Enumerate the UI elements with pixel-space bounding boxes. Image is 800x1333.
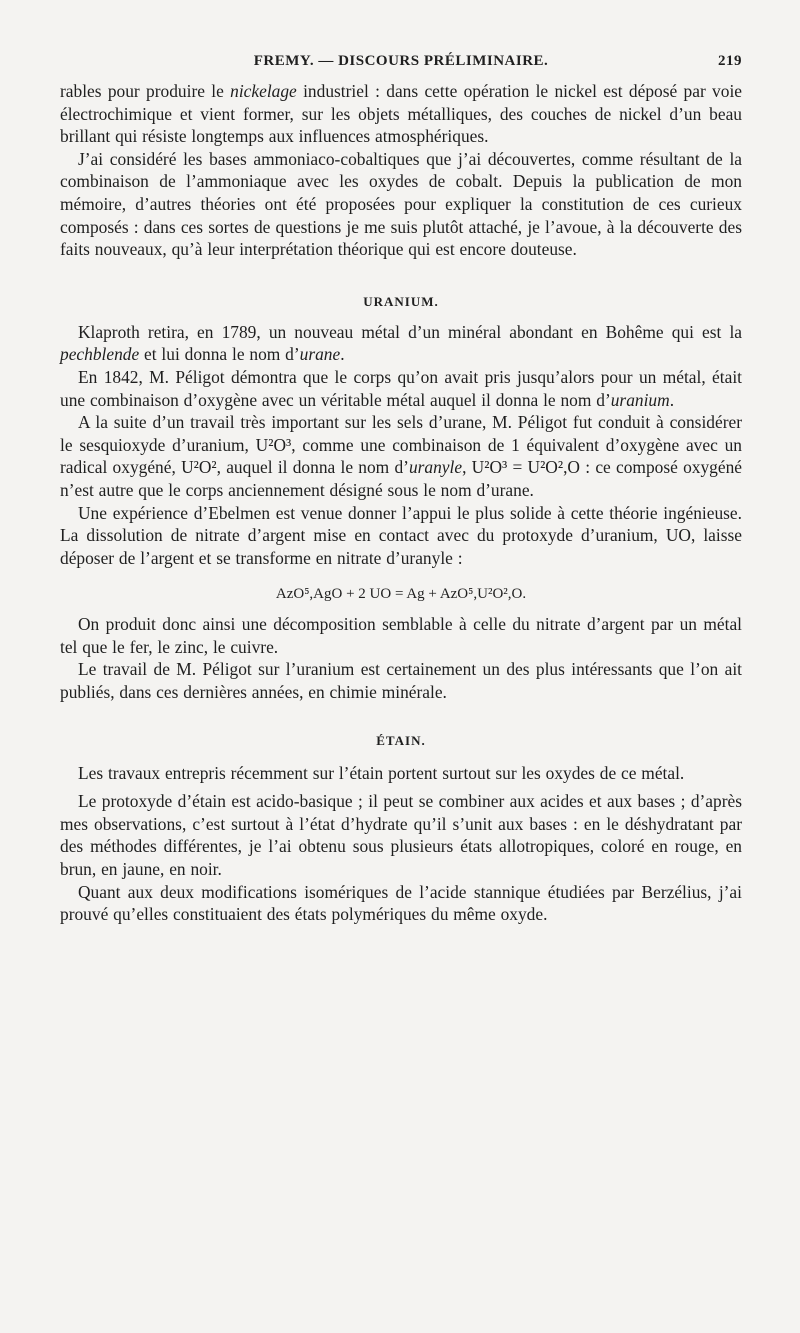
term-urane: urane [299,344,341,365]
paragraph-nickelage: rables pour produire le nickelage industriel : dans cette opération le nickel est déposé par voie électrochimique et vient former, sur les objets métalliques, des couches de nickel d’un beau brillant qui résiste longtemps aux influences atmosphériques. [60,81,742,147]
term-pechblende: pechblende [60,344,140,365]
body-text [60,80,742,926]
paragraph-ebelmen: Une expérience d’Ebelmen est venue donner l’appui le plus solide à cette théorie ingénieuse. La dissolution de nitrate d’argent mise en contact avec du protoxyde d’uranium, UO, laisse déposer de l’argent et se transforme en nitrate d’uranyle : [60,502,742,568]
paragraph-etain-oxydes: Les travaux entrepris récemment sur l’étain portent surtout sur les oxydes de ce métal. [78,762,685,783]
paragraph-uranyle: A la suite d’un travail très important sur les sels d’urane, M. Péligot fut conduit à considérer le sesquioxyde d’uranium, U²O³, comme une combinaison de 1 équivalent d’oxygène avec un radical oxygéné, U²O², auquel il donna le nom d’uranyle, U²O³ = U²O²,O : ce composé oxygéné n’est autre que le corps anciennement désigné sous le nom d’urane. [60,412,742,500]
section-title-uranium: URANIUM. [363,293,439,309]
paragraph-decomposition: On produit donc ainsi une décomposition semblable à celle du nitrate d’argent par un métal tel que le fer, le zinc, le cuivre. [60,614,742,657]
paragraph-protoxyde-etain: Le protoxyde d’étain est acido-basique ; il peut se combiner aux acides et aux bases ; d’après mes observations, c’est surtout à l’état d’hydrate qu’il s’unit aux bases : en le déshydratant par des méthodes différentes, je l’ai obtenu sous plusieurs états allotropiques, coloré en rouge, en brun, en jaune, en noir. [60,791,742,880]
term-uranium: uranium [610,389,670,410]
term-nickelage: nickelage [230,81,297,101]
paragraph-klaproth: Klaproth retira, en 1789, un nouveau métal d’un minéral abondant en Bohême qui est la pechblende et lui donna le nom d’urane. [60,321,742,365]
paragraph-acide-stannique: Quant aux deux modifications isomériques de l’acide stannique étudiées par Berzélius, j’ai prouvé qu’elles constituaient des états polymériques du même oxyde. [60,881,742,925]
term-uranyle: uranyle [408,457,463,478]
book-page [60,48,742,926]
section-title-etain: ÉTAIN. [376,732,426,748]
page-number: 219 [718,53,742,69]
running-header [60,48,742,74]
paragraph-peligot-1842: En 1842, M. Péligot démontra que le corps qu’on avait pris jusqu’alors pour un métal, était une combinaison d’oxygène avec un véritable métal auquel il donna le nom d’uranium. [60,366,742,410]
paragraph-peligot-work: Le travail de M. Péligot sur l’uranium est certainement un des plus intéressants que l’on ait publiés, dans ces dernières années, en chimie minérale. [60,659,742,703]
running-title: FREMY. — DISCOURS PRÉLIMINAIRE. [253,53,549,69]
chemical-equation: AzO⁵,AgO + 2 UO = Ag + AzO⁵,U²O²,O. [275,586,527,603]
paragraph-cobalt-bases: J’ai considéré les bases ammoniaco-cobaltiques que j’ai découvertes, comme résultant de la combinaison de l’ammoniaque avec les oxydes de cobalt. Depuis la publication de mon mémoire, d’autres théories ont été proposées pour expliquer la constitution de ces curieux composés : dans ces sortes de questions je me suis plutôt attaché, je l’avoue, à la découverte des faits nouveaux, qu’à leur interprétation théorique qui est encore douteuse. [60,148,742,260]
